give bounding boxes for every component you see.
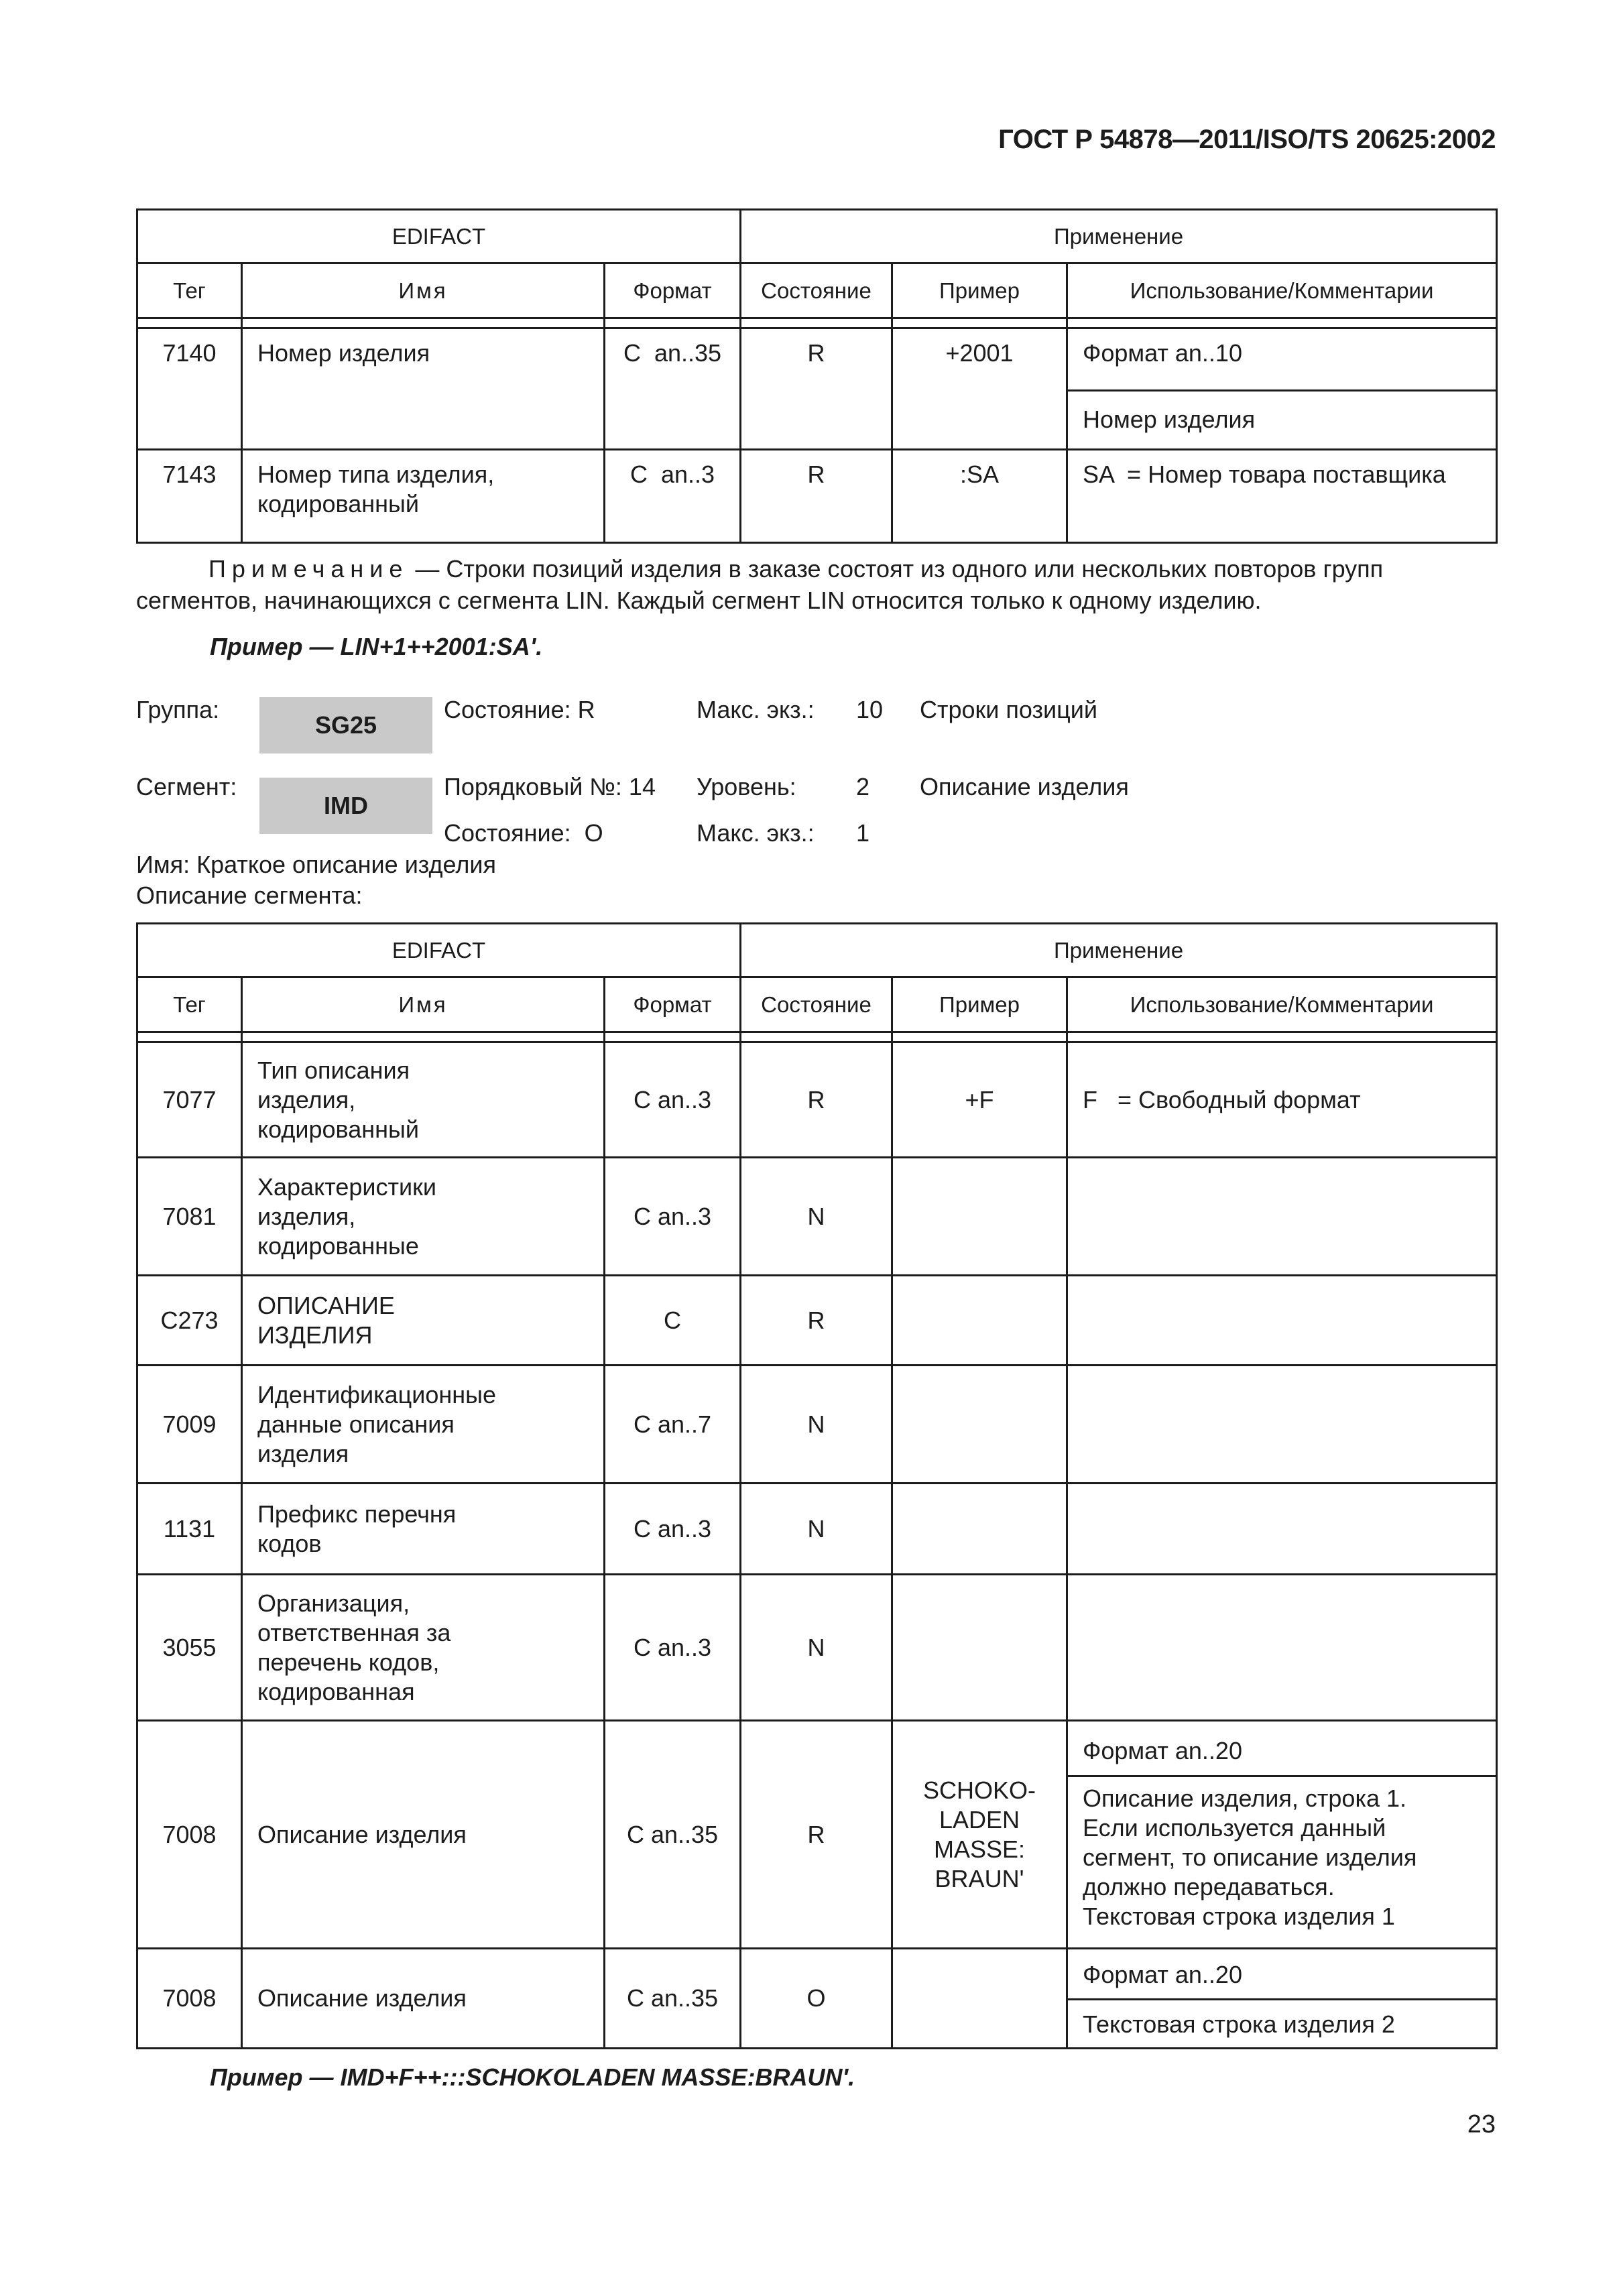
example-lin: Пример — LIN+1++2001:SA'. — [210, 633, 543, 660]
cell-example — [892, 1366, 1067, 1484]
cell-tag: 7081 — [137, 1158, 242, 1276]
cell-tag: 7143 — [137, 450, 242, 543]
cell-name: Тип описания изделия, кодированный — [242, 1042, 605, 1158]
cell-status: N — [741, 1366, 892, 1484]
cell-tag: 7008 — [137, 1721, 242, 1949]
cell-usage — [1067, 1158, 1497, 1276]
cell-format: C an..3 — [605, 450, 741, 543]
cell-tag: 1131 — [137, 1484, 242, 1575]
cell-tag: 7008 — [137, 1949, 242, 2049]
cell-format: C an..3 — [605, 1484, 741, 1575]
segment-label: Сегмент: — [136, 773, 237, 800]
col-status: Состояние — [741, 263, 892, 318]
col-group-edifact: EDIFACT — [137, 210, 741, 263]
cell-status: R — [741, 1276, 892, 1366]
cell-format: C an..35 — [605, 328, 741, 450]
cell-example — [892, 1158, 1067, 1276]
table-row — [137, 1276, 1497, 1366]
col-usage: Использование/Комментарии — [1067, 977, 1497, 1032]
segment-maxrep-label: Макс. экз.: — [697, 819, 815, 847]
cell-usage — [1067, 1575, 1497, 1721]
page-number: 23 — [1467, 2110, 1496, 2138]
col-format: Формат — [605, 977, 741, 1032]
group-description: Строки позиций — [920, 696, 1097, 723]
cell-tag: 7140 — [137, 328, 242, 450]
cell-name: Описание изделия — [242, 1721, 605, 1949]
segment-table-lin — [136, 208, 1498, 544]
cell-usage: SA = Номер товара поставщика — [1067, 450, 1497, 543]
cell-tag: 3055 — [137, 1575, 242, 1721]
note-label: Примечание — [208, 555, 409, 583]
cell-example: +2001 — [892, 328, 1067, 450]
segment-maxrep-value: 1 — [856, 819, 870, 847]
table-row — [137, 328, 1497, 450]
cell-format: C an..35 — [605, 1721, 741, 1949]
cell-status: R — [741, 450, 892, 543]
cell-status: N — [741, 1158, 892, 1276]
table-row — [137, 1042, 1497, 1158]
segment-level-value: 2 — [856, 773, 870, 800]
table-row — [137, 1158, 1497, 1276]
cell-status: N — [741, 1484, 892, 1575]
usage-line: Формат an..20 — [1083, 1737, 1242, 1764]
table-row — [137, 1484, 1497, 1575]
usage-line: Формат an..20 — [1083, 1961, 1242, 1988]
group-maxrep-value: 10 — [856, 696, 884, 723]
cell-format: C an..3 — [605, 1575, 741, 1721]
col-group-application: Применение — [741, 924, 1497, 977]
col-group-edifact: EDIFACT — [137, 924, 741, 977]
segment-table-imd — [136, 922, 1498, 2049]
group-status: Состояние: R — [444, 696, 595, 723]
table-row — [137, 1721, 1497, 1949]
segment-seq: Порядковый №: 14 — [444, 773, 656, 800]
cell-format: C — [605, 1276, 741, 1366]
cell-example — [892, 1484, 1067, 1575]
cell-status: R — [741, 328, 892, 450]
segment-status: Состояние: O — [444, 819, 603, 847]
cell-usage — [1067, 1366, 1497, 1484]
group-maxrep-label: Макс. экз.: — [697, 696, 815, 723]
cell-usage: F = Свободный формат — [1067, 1042, 1497, 1158]
table-row — [137, 1949, 1497, 2049]
note-text: — Строки позиций изделия в заказе состоят из одного или нескольких повторов групп сегментов, начинающихся с сегмента LIN. Каждый сегмент LIN относится только к одному изделию. — [136, 555, 1384, 614]
segment-desc-line: Описание сегмента: — [136, 882, 363, 909]
document-header: ГОСТ Р 54878—2011/ISO/TS 20625:2002 — [998, 125, 1496, 154]
cell-usage — [1067, 1276, 1497, 1366]
cell-name: Организация, ответственная за перечень кодов, кодированная — [242, 1575, 605, 1721]
cell-usage — [1067, 1949, 1497, 2049]
cell-name: Префикс перечня кодов — [242, 1484, 605, 1575]
cell-name: Характеристики изделия, кодированные — [242, 1158, 605, 1276]
cell-usage — [1067, 328, 1497, 450]
cell-tag: 7009 — [137, 1366, 242, 1484]
col-usage: Использование/Комментарии — [1067, 263, 1497, 318]
cell-example — [892, 1949, 1067, 2049]
segment-box: IMD — [259, 778, 432, 834]
group-label: Группа: — [136, 696, 220, 723]
col-tag: Тег — [137, 263, 242, 318]
segment-name-line: Имя: Краткое описание изделия — [136, 851, 496, 878]
cell-name: Номер изделия — [242, 328, 605, 450]
example-imd: Пример — IMD+F++:::SCHOKOLADEN MASSE:BRAUN'. — [210, 2063, 855, 2091]
col-tag: Тег — [137, 977, 242, 1032]
cell-name: ОПИСАНИЕ ИЗДЕЛИЯ — [242, 1276, 605, 1366]
cell-status: N — [741, 1575, 892, 1721]
table-row — [137, 1366, 1497, 1484]
cell-example: :SA — [892, 450, 1067, 543]
col-example: Пример — [892, 263, 1067, 318]
usage-line: Описание изделия, строка 1. Если используется данный сегмент, то описание изделия должно передаваться. Текстовая строка изделия 1 — [1068, 1775, 1496, 1945]
col-format: Формат — [605, 263, 741, 318]
cell-name: Номер типа изделия, кодированный — [242, 450, 605, 543]
cell-format: C an..3 — [605, 1042, 741, 1158]
col-example: Пример — [892, 977, 1067, 1032]
cell-tag: C273 — [137, 1276, 242, 1366]
col-group-application: Применение — [741, 210, 1497, 263]
table-row — [137, 450, 1497, 543]
segment-level-label: Уровень: — [697, 773, 796, 800]
cell-status: R — [741, 1721, 892, 1949]
usage-line: Формат an..10 — [1083, 339, 1242, 367]
usage-line: Текстовая строка изделия 2 — [1068, 1998, 1496, 2047]
col-status: Состояние — [741, 977, 892, 1032]
cell-usage — [1067, 1484, 1497, 1575]
cell-example: +F — [892, 1042, 1067, 1158]
cell-name: Описание изделия — [242, 1949, 605, 2049]
col-name: Имя — [242, 263, 605, 318]
note-paragraph — [136, 553, 1496, 616]
cell-example — [892, 1276, 1067, 1366]
cell-format: C an..35 — [605, 1949, 741, 2049]
cell-format: C an..7 — [605, 1366, 741, 1484]
group-box: SG25 — [259, 697, 432, 753]
cell-example — [892, 1575, 1067, 1721]
cell-status: R — [741, 1042, 892, 1158]
segment-description: Описание изделия — [920, 773, 1129, 800]
cell-usage — [1067, 1721, 1497, 1949]
cell-name: Идентификационные данные описания изделия — [242, 1366, 605, 1484]
usage-line: Номер изделия — [1068, 389, 1496, 448]
cell-tag: 7077 — [137, 1042, 242, 1158]
cell-status: O — [741, 1949, 892, 2049]
table-row — [137, 1575, 1497, 1721]
cell-example: SCHOKO- LADEN MASSE: BRAUN' — [892, 1721, 1067, 1949]
cell-format: C an..3 — [605, 1158, 741, 1276]
col-name: Имя — [242, 977, 605, 1032]
